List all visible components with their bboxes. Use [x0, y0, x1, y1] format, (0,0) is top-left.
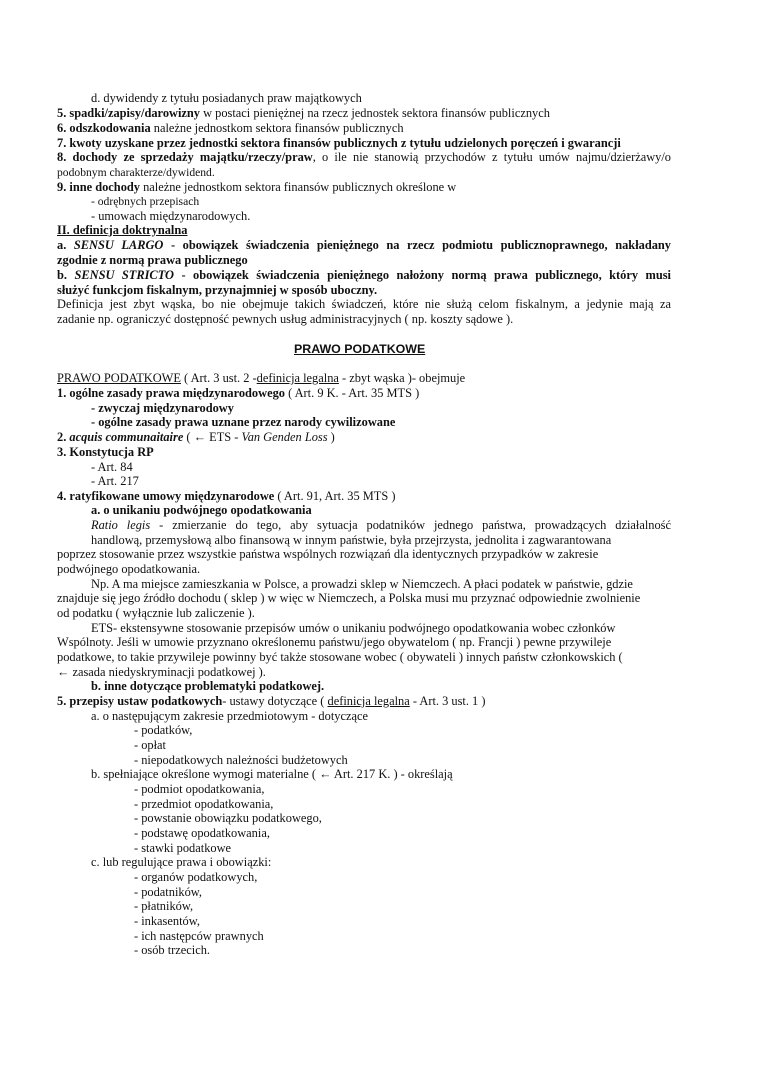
page-title: PRAWO PODATKOWE: [294, 342, 426, 356]
list-item: - organów podatkowych,: [134, 870, 258, 884]
list-item: - opłat: [134, 738, 166, 752]
text-line: a. SENSU LARGO - obowiązek świadczenia pieniężnego na rzecz podmiotu publicznoprawnego, nakładany: [57, 238, 672, 252]
text-line: d. dywidendy z tytułu posiadanych praw majątkowych: [91, 91, 362, 105]
text-line: a. o następującym zakresie przedmiotowym - dotyczące: [91, 709, 368, 723]
list-item: - osób trzecich.: [134, 943, 211, 957]
text-line: 2. acquis communaitaire ( ← ETS - Van Genden Loss ): [57, 430, 335, 444]
text-line: ← zasada niedyskryminacji podatkowej ).: [57, 665, 266, 679]
text-line: poprzez stosowanie przez wszystkie państwa wspólnych rozwiązań dla identycznych przypadków w zakresie: [57, 547, 599, 561]
text-line: b. inne dotyczące problematyki podatkowej.: [91, 679, 325, 693]
text-line: Ratio legis - zmierzanie do tego, aby sytuacja podatników jednego państwa, prowadzących działalność: [91, 518, 671, 532]
section-heading: II. definicja doktrynalna: [57, 223, 188, 237]
text-line: podwójnego opodatkowania.: [57, 562, 201, 576]
text-line: Definicja jest zbyt wąska, bo nie obejmuje takich świadczeń, które nie służą celom fiskalnym, a jedynie mają za: [57, 297, 671, 311]
text-line: - Art. 84: [91, 460, 133, 474]
text-line: 8. dochody ze sprzedaży majątku/rzeczy/praw, o ile nie stanowią przychodów z tytułu umów najmu/dzierżawy/o: [57, 150, 671, 164]
text-line: b. spełniające określone wymogi materialne ( ← Art. 217 K. ) - określają: [91, 767, 453, 781]
list-item: - podmiot opodatkowania,: [134, 782, 265, 796]
list-item: - powstanie obowiązku podatkowego,: [134, 811, 322, 825]
list-item: - inkasentów,: [134, 914, 200, 928]
text-line: 5. spadki/zapisy/darowizny w postaci pieniężnej na rzecz jednostek sektora finansów publicznych: [57, 106, 550, 120]
text-line: podatkowe, to takie przywileje powinny być także stosowane wobec ( obywateli ) innych państw członkowskich (: [57, 650, 623, 664]
text-line: - zwyczaj międzynarodowy: [91, 401, 234, 415]
list-item: - przedmiot opodatkowania,: [134, 797, 274, 811]
text-line: - Art. 217: [91, 474, 139, 488]
text-line: 6. odszkodowania należne jednostkom sektora finansów publicznych: [57, 121, 404, 135]
list-item: - płatników,: [134, 899, 194, 913]
text-line: handlową, przemysłową albo finansową w innym państwie, była przejrzysta, jednolita i zagwarantowana: [91, 533, 612, 547]
text-line: służyć funkcjom fiskalnym, przynajmniej w sposób uboczny.: [57, 283, 378, 297]
list-item: - niepodatkowych należności budżetowych: [134, 753, 348, 767]
text-line: Wspólnoty. Jeśli w umowie przyznano określonemu państwu/jego obywatelom ( np. Francji ) pewne przywileje: [57, 635, 612, 649]
list-item: - ich następców prawnych: [134, 929, 264, 943]
text-line: zadanie np. ograniczyć dostępność pewnych usług administracyjnych ( np. koszty sądowe ).: [57, 312, 514, 326]
text-line: 4. ratyfikowane umowy międzynarodowe ( Art. 91, Art. 35 MTS ): [57, 489, 396, 503]
text-line: Np. A ma miejsce zamieszkania w Polsce, a prowadzi sklep w Niemczech. A płaci podatek w państwie, gdzie: [91, 577, 633, 591]
text-line: 3. Konstytucja RP: [57, 445, 154, 459]
text-line: PRAWO PODATKOWE ( Art. 3 ust. 2 -definicja legalna - zbyt wąska )- obejmuje: [57, 371, 466, 385]
text-line: a. o unikaniu podwójnego opodatkowania: [91, 503, 312, 517]
text-line: 5. przepisy ustaw podatkowych- ustawy dotyczące ( definicja legalna - Art. 3 ust. 1 ): [57, 694, 486, 708]
text-line: ETS- ekstensywne stosowanie przepisów umów o unikaniu podwójnego opodatkowania wobec członków: [91, 621, 616, 635]
text-line: - umowach międzynarodowych.: [91, 209, 251, 223]
text-line: 9. inne dochody należne jednostkom sektora finansów publicznych określone w: [57, 180, 457, 194]
text-line: zgodnie z normą prawa publicznego: [57, 253, 248, 267]
text-line: - ogólne zasady prawa uznane przez narody cywilizowane: [91, 415, 396, 429]
list-item: - podatników,: [134, 885, 203, 899]
text-line: od podatku ( wyłącznie lub zaliczenie ).: [57, 606, 255, 620]
text-line: 7. kwoty uzyskane przez jednostki sektora finansów publicznych z tytułu udzielonych poręczeń i gwarancji: [57, 136, 621, 150]
text-line: c. lub regulujące prawa i obowiązki:: [91, 855, 272, 869]
text-line: znajduje się jego źródło dochodu ( sklep ) w więc w Niemczech, a Polska musi mu przyznać odpowiednie zwolnienie: [57, 591, 641, 605]
text-line: 1. ogólne zasady prawa międzynarodowego ( Art. 9 K. - Art. 35 MTS ): [57, 386, 420, 400]
text-line: b. SENSU STRICTO - obowiązek świadczenia pieniężnego nałożony normą prawa publicznego, który musi: [57, 268, 671, 282]
list-item: - stawki podatkowe: [134, 841, 232, 855]
text-line: podobnym charakterze/dywidend.: [57, 166, 215, 179]
list-item: - podatków,: [134, 723, 193, 737]
text-line: - odrębnych przepisach: [91, 195, 200, 208]
list-item: - podstawę opodatkowania,: [134, 826, 270, 840]
